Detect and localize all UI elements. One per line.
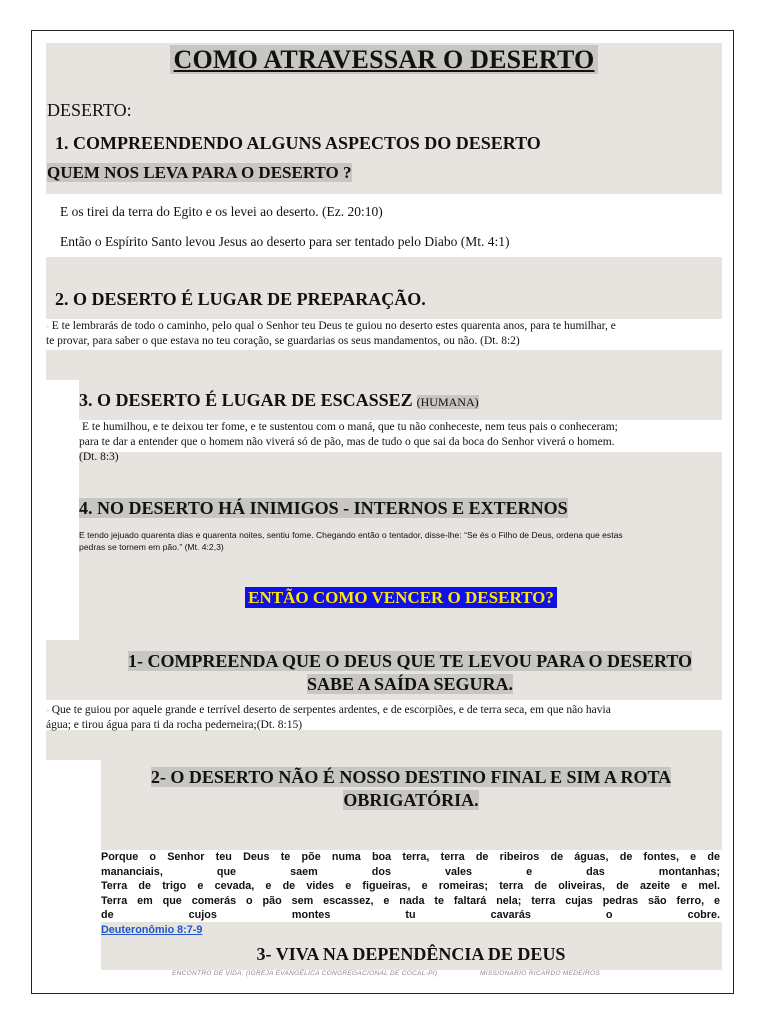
- section1-question: QUEM NOS LEVA PARA O DESERTO ?: [47, 163, 352, 182]
- section1-heading: 1. COMPREENDENDO ALGUNS ASPECTOS DO DESERTO: [55, 133, 541, 153]
- section2-verse: [46, 319, 722, 349]
- banner: ENTÃO COMO VENCER O DESERTO?: [245, 587, 557, 608]
- gray-box-section2-tail: [46, 350, 722, 380]
- point2-heading-line2: OBRIGATÓRIA.: [343, 790, 479, 810]
- section4-heading-wrap: [79, 498, 568, 519]
- intro-label: DESERTO:: [47, 100, 132, 120]
- footer-left: ENCONTRO DE VIDA: (IGREJA EVANGÉLICA CONGREGACIONAL DE COCAL-PI): [172, 970, 438, 977]
- point3-heading: 3- VIVA NA DEPENDÊNCIA DE DEUS: [256, 944, 566, 964]
- point3-heading-row: [0, 944, 768, 965]
- section2-heading: 2. O DESERTO É LUGAR DE PREPARAÇÃO.: [55, 289, 426, 309]
- section4-verse: [79, 529, 722, 553]
- footer-right: MISSIONARIO RICARDO MEDEIROS: [480, 970, 600, 977]
- section2-verse-line2: te provar, para saber o que estava no teu coração, se guardarias os seus mandamentos, ou não. (Dt. 8:2): [46, 335, 520, 347]
- section3-verse-line2: para te dar a entender que o homem não viverá só de pão, mas de tudo o que sai da boca do Senhor viverá o homem.: [79, 436, 615, 448]
- point1-verse-line2: água; e tirou água para ti da rocha pederneira;(Dt. 8:15): [46, 719, 303, 731]
- section1-verse2: Então o Espírito Santo levou Jesus ao deserto para ser tentado pelo Diabo (Mt. 4:1): [60, 234, 510, 249]
- reference-link[interactable]: Deuteronômio 8:7-9: [101, 923, 203, 936]
- section4-verse-line2: pedras se tornem em pão.” (Mt. 4:2,3): [79, 542, 224, 552]
- section3-verse-line3: (Dt. 8:3): [79, 451, 119, 463]
- title-row: [0, 45, 768, 75]
- point1-verse-line1: Que te guiou por aquele grande e terrível deserto de serpentes ardentes, e de escorpiões, e de terra seca, em que não havia: [51, 704, 611, 716]
- point1-heading: [0, 650, 768, 696]
- section2-verse-line1: E te lembrarás de todo o caminho, pelo qual o Senhor teu Deus te guiou no deserto estes quarenta anos, para te humilhar, e: [51, 320, 616, 332]
- point2-verse-line4: Terra em que comerás o pão sem escassez, e nada te faltará nela; terra cujas pedras são ferro, e: [101, 894, 720, 907]
- section3-verse-line1: E te humilhou, e te deixou ter fome, e te sustentou com o maná, que tu não conheceste, nem teus pais o conheceram;: [82, 421, 618, 433]
- point2-verse-line1: Porque o Senhor teu Deus te põe numa boa terra, terra de ribeiros de águas, de fontes, e de: [101, 851, 720, 863]
- point2-verse-line5: de cujos montes tu cavarás o cobre.: [101, 909, 720, 921]
- point2-heading-line1: 2- O DESERTO NÃO É NOSSO DESTINO FINAL E SIM A ROTA: [150, 767, 672, 787]
- section1-question-wrap: [47, 163, 352, 183]
- paragraph-marker-icon: ◦: [46, 322, 49, 331]
- section3-heading: 3. O DESERTO É LUGAR DE ESCASSEZ: [79, 390, 413, 410]
- banner-row: [0, 588, 768, 608]
- point1-verse: [46, 703, 722, 733]
- section1-verse1: E os tirei da terra do Egito e os levei ao deserto. (Ez. 20:10): [60, 204, 383, 219]
- section3-verse: [79, 420, 722, 465]
- section3-heading-suffix: (HUMANA): [416, 395, 479, 409]
- point2-heading: [0, 766, 768, 812]
- point2-verse: [101, 850, 720, 937]
- point2-verse-line2: mananciais, que saem dos vales e das montanhas;: [101, 865, 720, 878]
- gray-box-point2: [46, 730, 722, 760]
- page-title: COMO ATRAVESSAR O DESERTO: [170, 45, 599, 74]
- point2-verse-line3: Terra de trigo e cevada, e de vides e figueiras, e romeiras; terra de oliveiras, de azeite e mel.: [101, 880, 720, 892]
- point1-heading-line1: 1- COMPREENDA QUE O DEUS QUE TE LEVOU PARA O DESERTO: [127, 651, 693, 671]
- section3-heading-row: [79, 390, 479, 411]
- section4-verse-line1: E tendo jejuado quarenta dias e quarenta noites, sentiu fome. Chegando então o tentador, disse-lhe: “Se és o Filho de Deus, ordena que estas: [79, 530, 623, 540]
- section4-heading: 4. NO DESERTO HÁ INIMIGOS - INTERNOS E EXTERNOS: [79, 498, 568, 518]
- point1-heading-line2: SABE A SAÍDA SEGURA.: [306, 674, 514, 694]
- paragraph-marker-icon: ◦: [46, 706, 49, 715]
